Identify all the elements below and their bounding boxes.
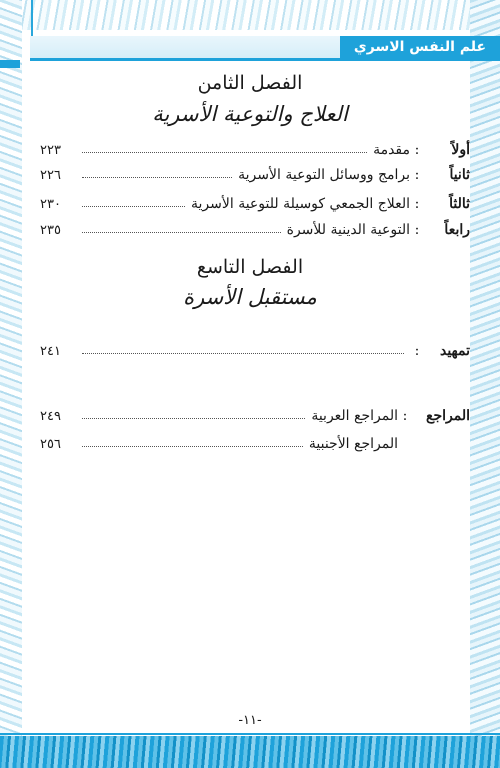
toc-row[interactable] (40, 136, 470, 158)
toc-colon: : (414, 167, 420, 183)
book-title: علم النفس الاسري (340, 36, 500, 58)
toc-page: ٢٣٠ (40, 197, 61, 212)
toc-leader-dots (82, 418, 305, 419)
toc-title: برامج ووسائل التوعية الأسرية (238, 167, 410, 183)
toc-colon: : (414, 222, 420, 238)
toc-label: تمهيد (439, 343, 470, 359)
toc-row[interactable] (40, 216, 470, 238)
top-decoration (0, 0, 500, 30)
chapter9-title: مستقبل الأسرة (183, 285, 317, 309)
chapter8-title: العلاج والتوعية الأسرية (152, 102, 348, 126)
toc-leader-dots (82, 232, 281, 233)
toc-page: ٢٤٩ (40, 409, 61, 424)
toc-row[interactable] (40, 430, 470, 452)
toc-leader-dots (82, 446, 303, 447)
chapter9-heading: الفصل التاسع (196, 256, 304, 278)
right-decoration (470, 0, 500, 768)
toc-leader-dots (82, 206, 185, 207)
toc-page: ٢٣٥ (40, 223, 61, 238)
toc-page: ٢٢٣ (40, 143, 61, 158)
toc-label: ثالثاً (449, 196, 470, 212)
toc-colon: : (414, 196, 420, 212)
toc-leader-dots (82, 353, 404, 354)
toc-row[interactable] (40, 337, 470, 359)
toc-title: العلاج الجمعي كوسيلة للتوعية الأسرية (191, 196, 410, 212)
header-left-tab (0, 60, 20, 68)
toc-colon: : (414, 142, 420, 158)
toc-page: ٢٢٦ (40, 168, 61, 183)
footer-rule (0, 733, 500, 735)
references-label: المراجع (426, 408, 470, 424)
toc-row[interactable] (40, 402, 470, 424)
page-number: -١١- (238, 713, 262, 728)
toc-colon: : (402, 408, 408, 424)
toc-title: مقدمة (373, 142, 410, 158)
toc-page: ٢٤١ (40, 344, 61, 359)
toc-label: أولاً (451, 142, 470, 158)
toc-title: التوعية الدينية للأسرة (286, 222, 410, 238)
toc-page: ٢٥٦ (40, 437, 61, 452)
toc-leader-dots (82, 177, 232, 178)
chapter8-heading: الفصل الثامن (197, 72, 303, 94)
left-decoration (0, 0, 22, 768)
header-vertical-rule (31, 0, 33, 38)
toc-label: ثانياً (449, 167, 470, 183)
toc-row[interactable] (40, 190, 470, 212)
toc-title: المراجع الأجنبية (308, 436, 398, 452)
toc-colon: : (414, 343, 420, 359)
toc-label: رابعاً (444, 222, 470, 238)
toc-row[interactable] (40, 161, 470, 183)
footer-band (0, 736, 500, 768)
toc-title: المراجع العربية (311, 408, 398, 424)
toc-leader-dots (82, 152, 367, 153)
